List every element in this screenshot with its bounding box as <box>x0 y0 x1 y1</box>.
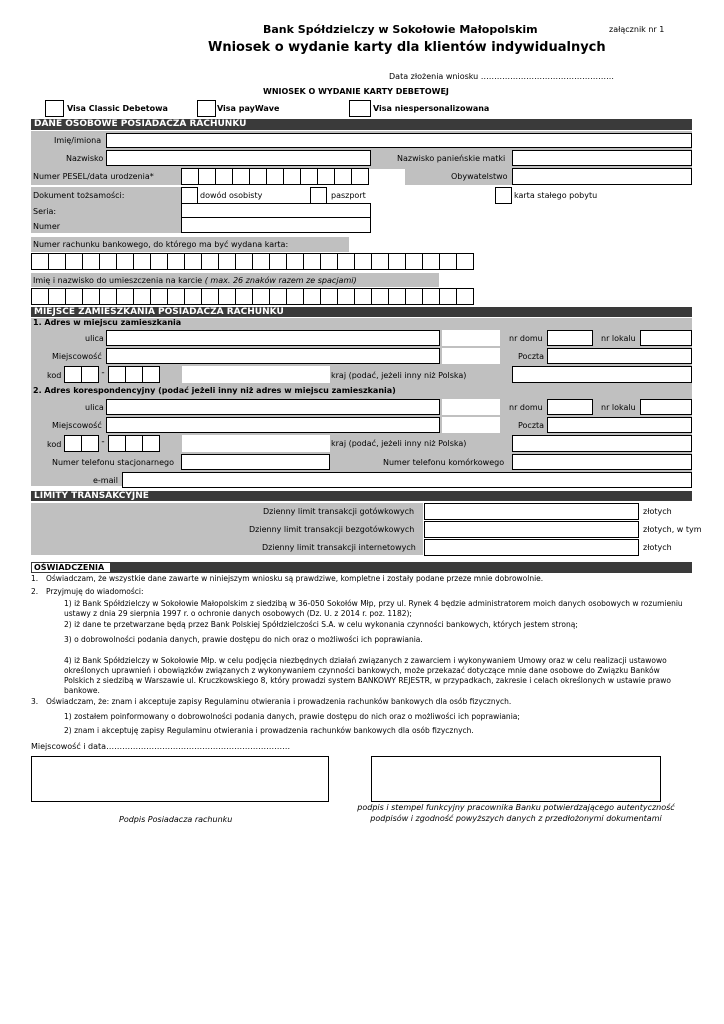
cashless-limit-field[interactable] <box>424 521 639 538</box>
visa-paywave-checkbox[interactable] <box>197 100 216 117</box>
post-label: Poczta <box>518 352 545 361</box>
internet-limit-label: Dzienny limit transakcji internetowych <box>262 543 416 552</box>
statement-3-num: 3. <box>31 697 39 706</box>
visa-nonpersonal-label: Visa niespersonalizowana <box>373 104 490 113</box>
city2-label: Miejscowość <box>52 421 102 430</box>
post2-field[interactable] <box>547 417 692 433</box>
number-label: Numer <box>33 222 61 231</box>
residence-card-label: karta stałego pobytu <box>514 191 598 200</box>
postcode-label: kod <box>47 371 62 380</box>
address2-gap2 <box>442 417 500 433</box>
house-no2-field[interactable] <box>547 399 593 415</box>
bank-name: Bank Spółdzielczy w Sokołowie Małopolskim <box>263 23 538 36</box>
address2-gap <box>442 399 500 415</box>
country2-label: kraj (podać, jeżeli inny niż Polska) <box>331 439 467 448</box>
visa-classic-label: Visa Classic Debetowa <box>67 104 168 113</box>
statement-1: Oświadczam, że wszystkie dane zawarte w niniejszym wniosku są prawdziwe, kompletne i zostały podane przeze mnie dobrowolnie. <box>46 574 544 583</box>
statements-header-bg <box>31 562 692 573</box>
statement-2-1: 1) iż Bank Spółdzielczy w Sokołowie Małopolskim z siedzibą w 36-050 Sokołów Młp, przy ul. Rynek 4 będzie administratorem moich danych osobowych w rozumieniu ustawy z dnia 29 sierpnia 1997 r. o ochronie danych osobowych (Dz. U. z 2014 r. poz. 1182); <box>64 599 683 618</box>
personal-section-header: DANE OSOBOWE POSIADACZA RACHUNKU <box>31 119 692 130</box>
number-field[interactable] <box>181 217 371 233</box>
email-label: e-mail <box>93 476 118 485</box>
statements-section-header: OŚWIADCZENIA <box>31 562 111 573</box>
residence-card-checkbox[interactable] <box>495 187 512 204</box>
form-subtitle: WNIOSEK O WYDANIE KARTY DEBETOWEJ <box>263 87 449 96</box>
date-label: Data złożenia wniosku ………………………………………….. <box>389 72 614 81</box>
house-no2-label: nr domu <box>509 403 543 412</box>
id-card-label: dowód osobisty <box>200 191 263 200</box>
statement-2-num: 2. <box>31 587 39 596</box>
cash-limit-field[interactable] <box>424 503 639 520</box>
statement-2-2: 2) iż dane te przetwarzane będą przez Bank Polskiej Spółdzielczości S.A. w celu wykonania czynności bankowych, których jestem stroną; <box>64 620 578 629</box>
first-name-label: Imię/imiona <box>54 136 102 145</box>
card-name-cells[interactable] <box>31 288 473 305</box>
street2-field[interactable] <box>106 399 440 415</box>
card-name-label <box>33 276 357 285</box>
phone-field[interactable] <box>181 454 330 470</box>
card-name-hint: ( max. 26 znaków razem ze spacjami) <box>204 276 357 285</box>
pesel-cells[interactable] <box>181 168 368 185</box>
maiden-name-field[interactable] <box>512 150 692 166</box>
statement-3-1: 1) zostałem poinformowany o dobrowolności podania danych, prawie dostępu do nich oraz o możliwości ich poprawiania; <box>64 712 520 721</box>
id-card-checkbox[interactable] <box>181 187 198 204</box>
residence-address-title: 1. Adres w miejscu zamieszkania <box>33 318 182 327</box>
page-title: Wniosek o wydanie karty dla klientów indywidualnych <box>208 40 606 55</box>
bank-signature-box[interactable] <box>371 756 661 802</box>
city-label: Miejscowość <box>52 352 102 361</box>
statement-2-4: 4) iż Bank Spółdzielczy w Sokołowie Młp. w celu podjęcia niezbędnych działań związanych z zawarciem i wykonywaniem Umowy oraz w celu realizacji ustawowo określonych uprawnień i obowiązków związanych z wykonywaniem czynności bankowych, może przekazać dotyczące mnie dane osobowe do Związku Banków Polskich z siedzibą w Warszawie ul. Kruczkowskiego 8, który prowadzi system BANKOWY REJESTR, w przypadkach, zakresie i celach określonych w ustawie prawo bankowe. <box>64 656 671 695</box>
id-doc-label: Dokument tożsamości: <box>33 191 125 200</box>
country2-field[interactable] <box>512 435 692 452</box>
city-field[interactable] <box>106 348 440 364</box>
card-name-text: Imię i nazwisko do umieszczenia na karcie <box>33 276 203 285</box>
flat-no2-label: nr lokalu <box>601 403 636 412</box>
series-label: Seria: <box>33 207 57 216</box>
internet-limit-field[interactable] <box>424 539 639 556</box>
postcode2-cells[interactable]: - <box>64 435 159 452</box>
flat-no-field[interactable] <box>640 330 692 346</box>
place-date-line: Miejscowość i data…………………………………………………………… <box>31 742 291 751</box>
visa-classic-checkbox[interactable] <box>45 100 64 117</box>
passport-label: paszport <box>331 191 366 200</box>
visa-paywave-label: Visa payWave <box>217 104 280 113</box>
correspondence-address-title: 2. Adres korespondencyjny (podać jeżeli inny niż adres w miejscu zamieszkania) <box>33 386 396 395</box>
email-field[interactable] <box>122 472 692 488</box>
post2-label: Poczta <box>518 421 545 430</box>
cashless-limit-unit: złotych, w tym <box>643 525 702 534</box>
flat-no2-field[interactable] <box>640 399 692 415</box>
address1-gap2 <box>442 348 500 364</box>
attachment-label: załącznik nr 1 <box>609 25 665 34</box>
address1-gap3 <box>182 366 330 383</box>
bank-signature-label: podpis i stempel funkcyjny pracownika Banku potwierdzającego autentyczność podpisów i zgodność powyższych danych z przedłożonymi dokumentami <box>357 803 675 823</box>
visa-nonpersonal-checkbox[interactable] <box>349 100 371 117</box>
account-cells[interactable] <box>31 253 473 270</box>
statement-1-num: 1. <box>31 574 39 583</box>
citizenship-field[interactable] <box>512 168 692 185</box>
phone-label: Numer telefonu stacjonarnego <box>52 458 175 467</box>
first-name-field[interactable] <box>106 133 692 148</box>
country-label: kraj (podać, jeżeli inny niż Polska) <box>331 371 467 380</box>
statement-2: Przyjmuję do wiadomości: <box>46 587 144 596</box>
city2-field[interactable] <box>106 417 440 433</box>
flat-no-label: nr lokalu <box>601 334 636 343</box>
statement-3-2: 2) znam i akceptuję zapisy Regulaminu otwierania i prowadzenia rachunków bankowych dla osób fizycznych. <box>64 726 474 735</box>
street2-label: ulica <box>85 403 104 412</box>
last-name-field[interactable] <box>106 150 371 166</box>
mobile-field[interactable] <box>512 454 692 470</box>
statement-3: Oświadczam, że: znam i akceptuje zapisy Regulaminu otwierania i prowadzenia rachunków bankowych dla osób fizycznych. <box>46 697 512 706</box>
pesel-label: Numer PESEL/data urodzenia* <box>33 172 154 181</box>
country-field[interactable] <box>512 366 692 383</box>
post-field[interactable] <box>547 348 692 364</box>
series-field[interactable] <box>181 203 371 218</box>
street-field[interactable] <box>106 330 440 346</box>
cash-limit-label: Dzienny limit transakcji gotówkowych <box>263 507 415 516</box>
cashless-limit-label: Dzienny limit transakcji bezgotówkowych <box>249 525 415 534</box>
statement-2-3: 3) o dobrowolności podania danych, prawie dostępu do nich oraz o możliwości ich poprawiania. <box>64 635 423 644</box>
cash-limit-unit: złotych <box>643 507 672 516</box>
address-section-header: MIEJSCE ZAMIESZKANIA POSIADACZA RACHUNKU <box>31 307 692 317</box>
limits-section-header: LIMITY TRANSAKCYJNE <box>31 491 692 501</box>
address1-gap <box>442 330 500 346</box>
address2-gap3 <box>182 435 330 452</box>
mobile-label: Numer telefonu komórkowego <box>383 458 505 467</box>
house-no-label: nr domu <box>509 334 543 343</box>
passport-checkbox[interactable] <box>310 187 327 204</box>
postcode-cells[interactable]: - <box>64 366 159 383</box>
street-label: ulica <box>85 334 104 343</box>
client-signature-box[interactable] <box>31 756 329 802</box>
client-signature-label: Podpis Posiadacza rachunku <box>119 815 233 824</box>
postcode2-label: kod <box>47 440 62 449</box>
internet-limit-unit: złotych <box>643 543 672 552</box>
last-name-label: Nazwisko <box>66 154 104 163</box>
maiden-name-label: Nazwisko panieńskie matki <box>397 154 506 163</box>
house-no-field[interactable] <box>547 330 593 346</box>
citizenship-label: Obywatelstwo <box>451 172 508 181</box>
account-label: Numer rachunku bankowego, do którego ma być wydana karta: <box>33 240 289 249</box>
